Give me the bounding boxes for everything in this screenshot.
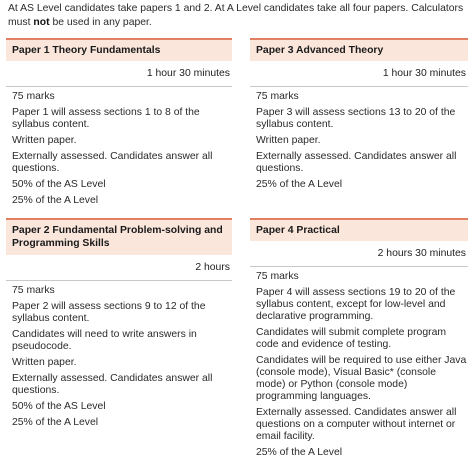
detail-item: Paper 4 will assess sections 19 to 20 of the syllabus content, except for low-level and declarative programming. bbox=[256, 287, 456, 322]
detail-item: 75 marks bbox=[12, 285, 55, 296]
paper-1-duration: 1 hour 30 minutes bbox=[146, 68, 230, 79]
detail-item: 75 marks bbox=[12, 91, 55, 102]
paper-4-details bbox=[250, 271, 468, 459]
detail-item: Externally assessed. Candidates answer all questions. bbox=[256, 151, 457, 174]
intro-bold-not: not bbox=[33, 17, 50, 28]
detail-item: Written paper. bbox=[12, 135, 77, 146]
paper-2-title: Paper 2 Fundamental Problem-solving and Programming Skills bbox=[6, 220, 232, 255]
detail-item: 25% of the A Level bbox=[12, 195, 99, 206]
divider bbox=[6, 280, 232, 281]
detail-item: Candidates will submit complete program code and evidence of testing. bbox=[256, 327, 446, 350]
paper-4-duration: 2 hours 30 minutes bbox=[377, 248, 466, 259]
detail-item: 25% of the A Level bbox=[256, 179, 343, 190]
detail-item: Externally assessed. Candidates answer all questions. bbox=[12, 151, 213, 174]
detail-item: 75 marks bbox=[256, 91, 299, 102]
paper-1-details bbox=[6, 91, 232, 207]
paper-4-card bbox=[250, 218, 468, 463]
paper-2-card bbox=[6, 218, 232, 433]
intro-text-2: be used in any paper. bbox=[49, 17, 152, 28]
paper-4-title: Paper 4 Practical bbox=[250, 220, 468, 241]
detail-item: Paper 2 will assess sections 9 to 12 of the syllabus content. bbox=[12, 301, 206, 324]
intro-text-1: At AS Level candidates take papers 1 and 2. At A Level candidates take all four papers. Calculators must bbox=[8, 3, 464, 28]
detail-item: 50% of the AS Level bbox=[12, 179, 106, 190]
detail-item: Externally assessed. Candidates answer all questions on a computer without internet or email facility. bbox=[256, 407, 457, 442]
detail-item: Paper 1 will assess sections 1 to 8 of the syllabus content. bbox=[12, 107, 200, 130]
detail-item: Paper 3 will assess sections 13 to 20 of the syllabus content. bbox=[256, 107, 456, 130]
paper-2-duration: 2 hours bbox=[195, 262, 230, 273]
paper-3-title: Paper 3 Advanced Theory bbox=[250, 40, 468, 61]
paper-3-details bbox=[250, 91, 468, 191]
intro-paragraph bbox=[8, 2, 470, 30]
detail-item: Candidates will need to write answers in pseudocode. bbox=[12, 329, 197, 352]
detail-item: 50% of the AS Level bbox=[12, 401, 106, 412]
detail-item: 75 marks bbox=[256, 271, 299, 282]
paper-3-duration: 1 hour 30 minutes bbox=[382, 68, 466, 79]
detail-item: Written paper. bbox=[256, 135, 321, 146]
paper-1-card bbox=[6, 38, 232, 211]
divider bbox=[6, 86, 232, 87]
detail-item: 25% of the A Level bbox=[256, 447, 343, 458]
detail-item: Candidates will be required to use either Java (console mode), Visual Basic* (console mode) or Python (console mode) programming languages. bbox=[256, 355, 467, 402]
detail-item: Externally assessed. Candidates answer all questions. bbox=[12, 373, 213, 396]
divider bbox=[250, 266, 468, 267]
paper-2-details bbox=[6, 285, 232, 429]
divider bbox=[250, 86, 468, 87]
paper-3-card bbox=[250, 38, 468, 195]
detail-item: Written paper. bbox=[12, 357, 77, 368]
detail-item: 25% of the A Level bbox=[12, 417, 99, 428]
paper-1-title: Paper 1 Theory Fundamentals bbox=[6, 40, 232, 61]
